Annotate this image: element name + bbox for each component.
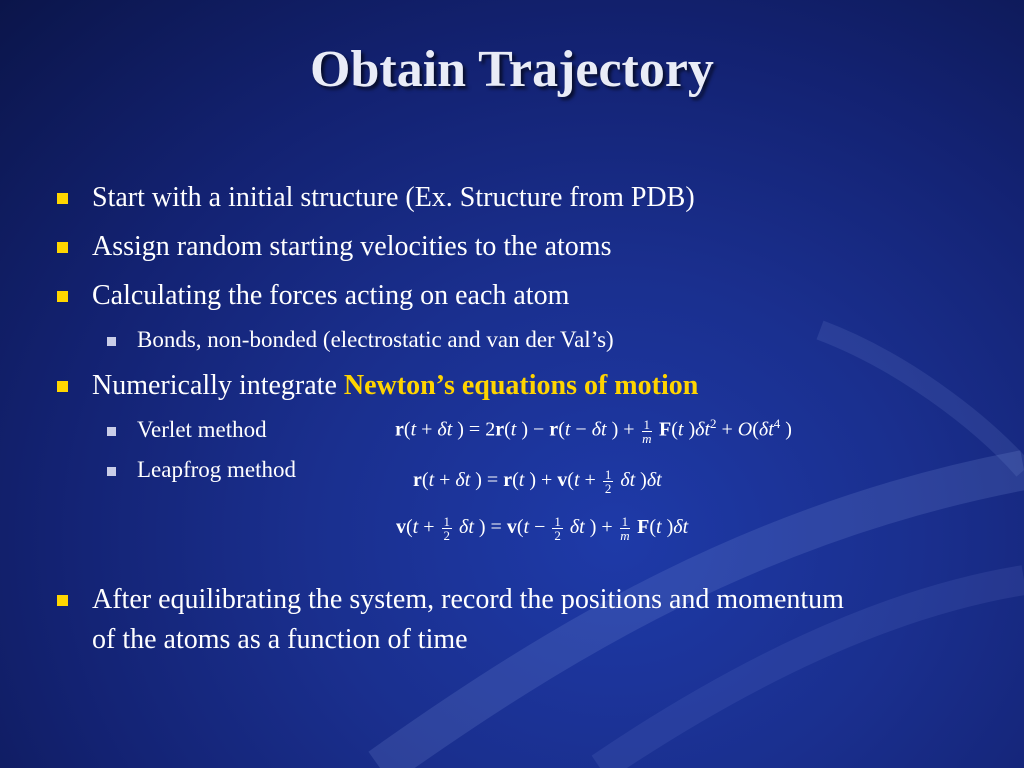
bullet-calculate-forces: Calculating the forces acting on each atom xyxy=(92,276,569,316)
sub-bullet-verlet: Verlet method xyxy=(137,415,267,445)
sub-bullet-bonds: Bonds, non-bonded (electrostatic and van der Val’s) xyxy=(137,325,614,355)
bullet-integrate: Numerically integrate Newton’s equations of motion xyxy=(92,366,698,406)
bullet-initial-structure: Start with a initial structure (Ex. Structure from PDB) xyxy=(92,178,695,218)
bullet-marker xyxy=(57,193,68,204)
newtons-equations-highlight: Newton’s equations of motion xyxy=(343,370,699,401)
bullet-random-velocities: Assign random starting velocities to the atoms xyxy=(92,227,611,267)
bullet-record-positions: After equilibrating the system, record the positions and momentum of the atoms as a function of time xyxy=(92,580,852,660)
bullet-marker xyxy=(57,291,68,302)
verlet-equation: r(t + δt ) = 2r(t ) − r(t − δt ) + $\frac{1}{m}$ F(t )$\delta t^2 + O(\delta t^4$ ) xyxy=(395,416,792,446)
sub-bullet-leapfrog: Leapfrog method xyxy=(137,455,296,485)
bullet-marker xyxy=(57,595,68,606)
leapfrog-velocity-equation: v(t + $\frac{1}{2}$ δt ) = v(t − $\frac{1}{2}$ δt ) + $\frac{1}{m}$ F(t )δt xyxy=(396,514,689,543)
sub-bullet-marker xyxy=(107,337,116,346)
sub-bullet-marker xyxy=(107,427,116,436)
leapfrog-position-equation: r(t + δt ) = r(t ) + v(t + $\frac{1}{2}$ δt )δt xyxy=(413,467,662,496)
bullet-marker xyxy=(57,381,68,392)
slide-title: Obtain Trajectory xyxy=(310,41,714,98)
sub-bullet-marker xyxy=(107,467,116,476)
bullet-marker xyxy=(57,242,68,253)
